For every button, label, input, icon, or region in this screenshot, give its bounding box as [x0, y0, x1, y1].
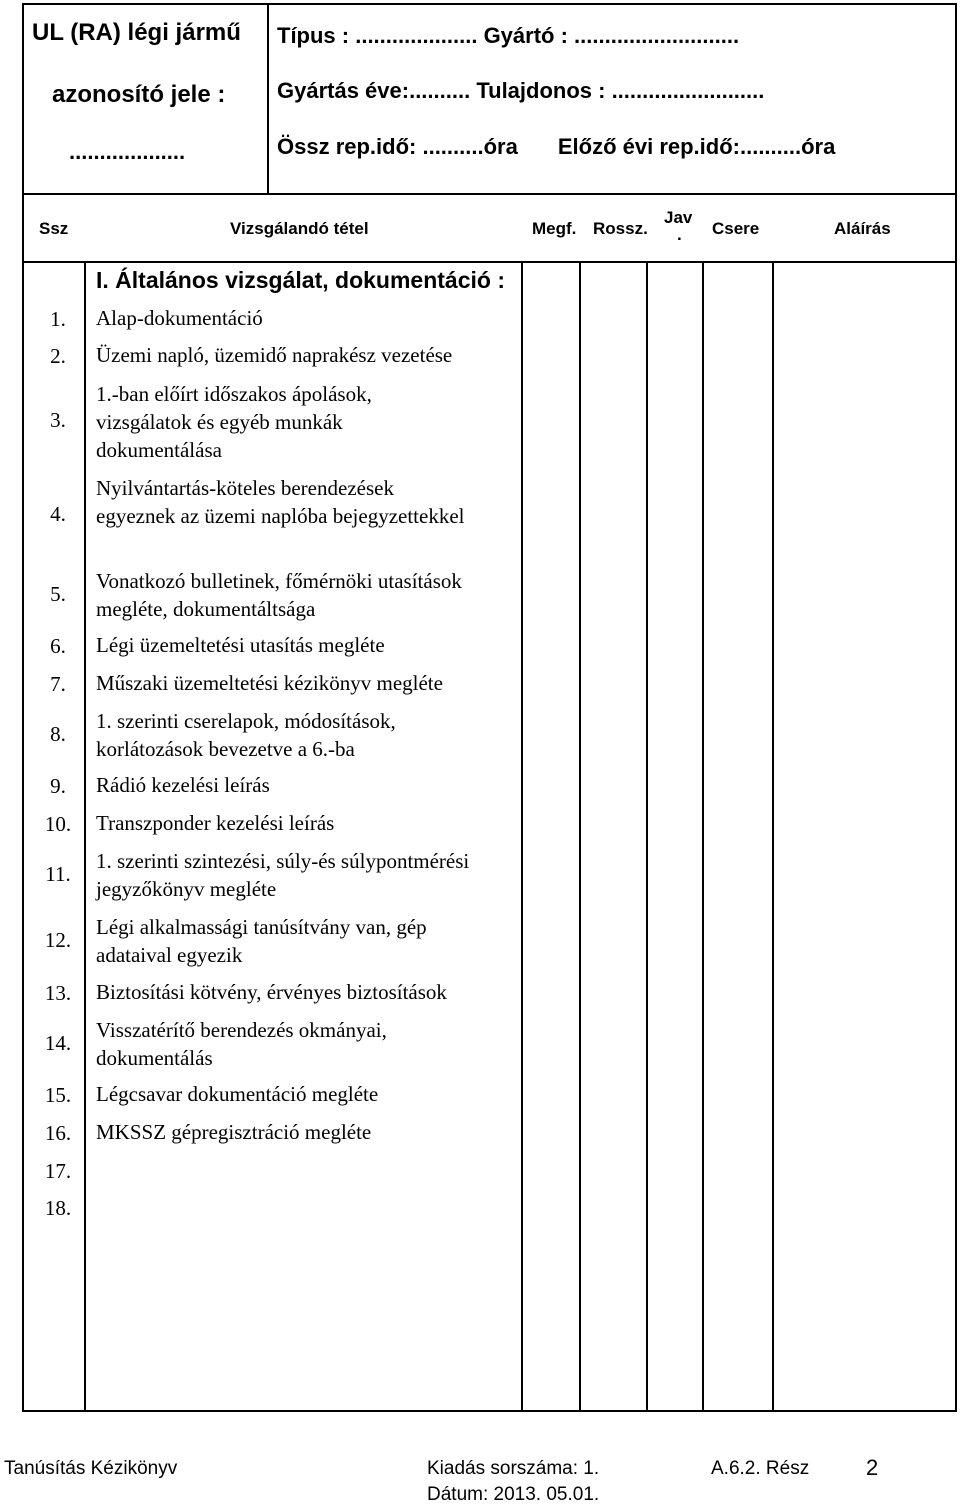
row-item: 1. szerinti cserelapok, módosítások, korlátozások bevezetve a 6.-ba [96, 709, 396, 761]
megf-column-border [579, 261, 581, 1412]
row-item: Biztosítási kötvény, érvényes biztosítások [96, 980, 447, 1004]
row-number: 8. [50, 722, 66, 746]
col-jav: Jav [664, 208, 693, 227]
row-number: 15. [44, 1083, 72, 1107]
rossz-column-border [646, 261, 648, 1412]
row-item: Műszaki üzemeltetési kézikönyv megléte [96, 671, 443, 695]
section-title: I. Általános vizsgálat, dokumentáció : [96, 267, 505, 293]
row-number: 1. [50, 307, 66, 331]
row-number: 12. [44, 928, 72, 952]
row-item: Alap-dokumentáció [96, 306, 263, 330]
ssz-column-border [84, 261, 86, 1412]
aircraft-id-cell [24, 5, 269, 193]
footer-manual-title: Tanúsítás Kézikönyv [4, 1458, 178, 1479]
row-item: Nyilvántartás-köteles berendezések egyeznek az üzemi naplóba bejegyzettekkel [96, 476, 465, 528]
row-number: 18. [44, 1196, 72, 1220]
col-jav-dot: . [677, 225, 682, 244]
type-manufacturer-line[interactable]: Típus : .................... Gyártó : ........................... [277, 23, 740, 48]
jav-column-border [702, 261, 704, 1412]
flight-hours-line[interactable] [277, 134, 835, 160]
aircraft-details-cell [269, 5, 955, 193]
col-item: Vizsgálandó tétel [230, 219, 369, 238]
row-item: Rádió kezelési leírás [96, 773, 270, 797]
row-number: 9. [50, 774, 66, 798]
aircraft-id-label: azonosító jele : [52, 81, 226, 108]
col-csere: Csere [712, 219, 760, 238]
csere-column-border [772, 261, 774, 1412]
aircraft-header [22, 3, 957, 195]
row-item: Visszatérítő berendezés okmányai, dokumentálás [96, 1018, 387, 1070]
row-item: Légcsavar dokumentáció megléte [96, 1082, 379, 1106]
row-number: 4. [50, 502, 66, 526]
row-number: 17. [44, 1159, 72, 1183]
row-item: Üzemi napló, üzemidő naprakész vezetése [96, 343, 453, 367]
footer-part: A.6.2. Rész [711, 1458, 810, 1479]
column-header-row [22, 195, 957, 261]
footer-date: Dátum: 2013. 05.01. [427, 1484, 600, 1505]
year-owner-line[interactable]: Gyártás éve:.......... Tulajdonos : ......................... [277, 78, 765, 103]
row-number: 2. [50, 344, 66, 368]
row-number: 6. [50, 634, 66, 658]
footer-page-number: 2 [866, 1455, 879, 1480]
previous-year-hours-field: Előző évi rep.idő:..........óra [557, 134, 836, 159]
footer-edition: Kiadás sorszáma: 1. [427, 1458, 600, 1479]
row-number: 7. [50, 672, 66, 696]
row-item: 1. szerinti szintezési, súly-és súlypontmérési jegyzőkönyv megléte [96, 849, 470, 901]
item-column-border [521, 261, 523, 1412]
total-hours-field: Össz rep.idő: ..........óra [277, 134, 518, 159]
row-number: 11. [45, 862, 71, 886]
row-item: Vonatkozó bulletinek, főmérnöki utasítások megléte, dokumentáltsága [96, 569, 462, 621]
row-number: 10. [44, 812, 72, 836]
col-rossz: Rossz. [593, 219, 648, 238]
aircraft-id-title: UL (RA) légi jármű [32, 19, 241, 46]
row-item: MKSSZ gépregisztráció megléte [96, 1120, 372, 1144]
row-number: 13. [44, 981, 72, 1005]
row-item: 1.-ban előírt időszakos ápolások, vizsgálatok és egyéb munkák dokumentálása [96, 382, 372, 462]
row-item: Transzponder kezelési leírás [96, 811, 335, 835]
row-number: 16. [44, 1121, 72, 1145]
row-number: 5. [50, 582, 66, 606]
col-ssz: Ssz [39, 219, 69, 238]
row-item: Légi üzemeltetési utasítás megléte [96, 633, 385, 657]
row-number: 3. [50, 408, 66, 432]
col-alairas: Aláírás [834, 219, 891, 238]
row-number: 14. [44, 1031, 72, 1055]
col-megf: Megf. [532, 219, 577, 238]
header-divider [22, 261, 957, 263]
aircraft-id-field[interactable]: ................... [69, 139, 186, 164]
row-item: Légi alkalmassági tanúsítvány van, gép adataival egyezik [96, 915, 427, 967]
